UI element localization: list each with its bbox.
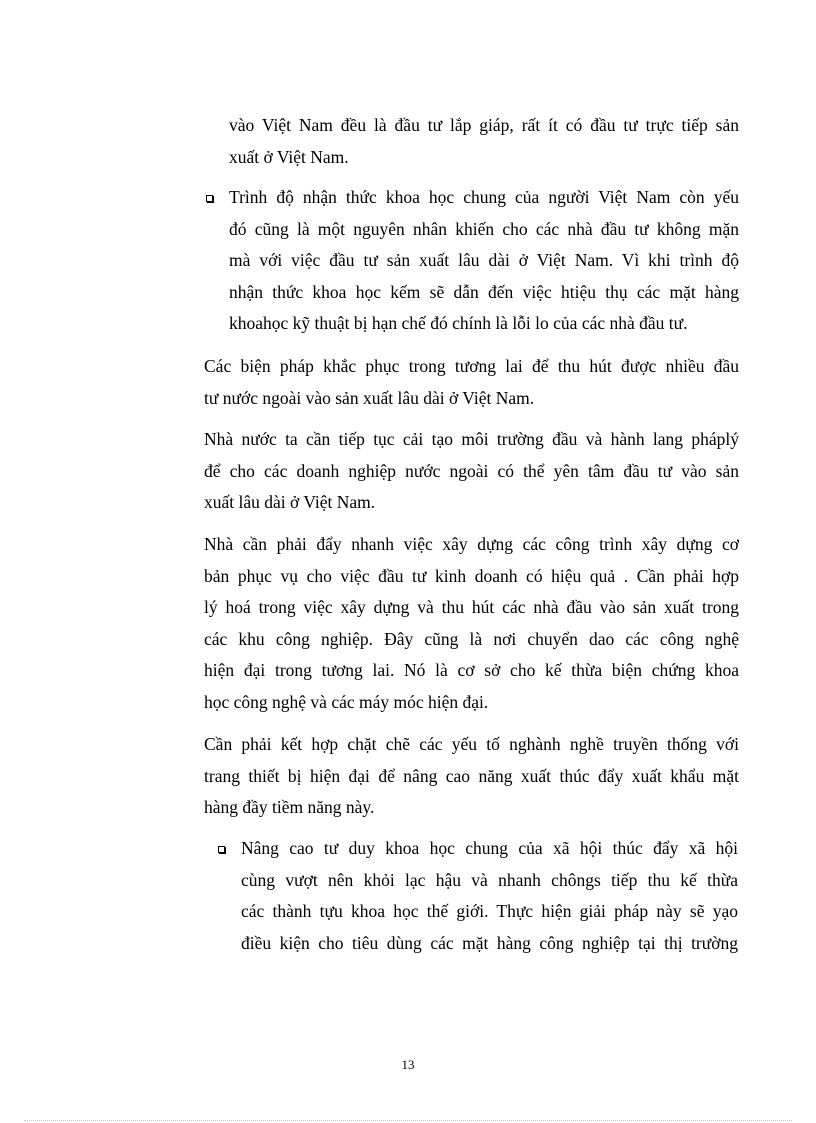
- text-line: Nhà nước ta cần tiếp tục cải tạo môi trường đầu và hành lang pháplý: [204, 429, 739, 449]
- text-line: điều kiện cho tiêu dùng các mặt hàng công nghiệp tại thị trường: [241, 932, 738, 953]
- square-bullet-icon: [206, 195, 213, 202]
- text-line: mà với việc đầu tư sản xuất lâu dài ở Việt Nam. Vì khi trình độ: [229, 250, 739, 270]
- text-line: hàng đầy tiềm năng này.: [204, 797, 375, 817]
- text-line: cùng vượt nên khỏi lạc hậu và nhanh chôngs tiếp thu kế thừa: [241, 869, 738, 890]
- text-line: Cần phải kết hợp chặt chẽ các yếu tố nghành nghề truyền thống với: [204, 734, 739, 754]
- continuation-text: [229, 110, 739, 173]
- text-line: đó cũng là một nguyên nhân khiến cho các nhà đầu tư không mặn: [229, 218, 739, 239]
- text-line: nhận thức khoa học kếm sẽ dẫn đến việc htiệu thụ các mặt hàng: [229, 281, 739, 302]
- text-line: để cho các doanh nghiệp nước ngoài có thể yên tâm đầu tư vào sản: [204, 460, 739, 481]
- text-line: xuất lâu dài ở Việt Nam.: [204, 492, 376, 512]
- text-line: tư nước ngoài vào sản xuất lâu dài ở Việt Nam.: [204, 387, 535, 408]
- text-line: khoahọc kỹ thuật bị hạn chế đó chính là lỗi lo của các nhà đầu tư.: [229, 313, 688, 333]
- text-line: hiện đại trong tương lai. Nó là cơ sở cho kế thừa biện chứng khoa: [204, 660, 739, 680]
- paragraph: [204, 729, 739, 824]
- bullet-item: [241, 833, 738, 959]
- bullet-item: [229, 182, 739, 340]
- text-line: học công nghệ và các máy móc hiện đại.: [204, 691, 489, 712]
- text-line: Các biện pháp khắc phục trong tương lai để thu hút được nhiều đầu: [204, 356, 739, 376]
- text-line: Nhà cần phải đẩy nhanh việc xây dựng các công trình xây dựng cơ: [204, 534, 739, 554]
- text-line: vào Việt Nam đều là đầu tư lắp giáp, rất ít có đầu tư trực tiếp sản: [229, 115, 739, 135]
- text-line: Trình độ nhận thức khoa học chung của người Việt Nam còn yếu: [229, 187, 739, 207]
- page-number: 13: [401, 1057, 415, 1072]
- text-line: trang thiết bị hiện đại để nâng cao năng xuất thúc đẩy xuất khẩu mặt: [204, 765, 739, 786]
- text-line: các khu công nghiệp. Đây cũng là nơi chuyển dao các công nghệ: [204, 628, 739, 649]
- text-line: xuất ở Việt Nam.: [229, 146, 349, 167]
- text-line: Nâng cao tư duy khoa học chung của xã hội thúc đẩy xã hội: [241, 838, 738, 858]
- paragraph: [204, 424, 739, 519]
- text-line: lý hoá trong việc xây dựng và thu hút các nhà đầu vào sản xuất trong: [204, 597, 739, 617]
- paragraph: [204, 351, 739, 414]
- page-bottom-divider: [24, 1120, 792, 1121]
- paragraph: [204, 529, 739, 718]
- text-line: các thành tựu khoa học thế giới. Thực hiện giải pháp này sẽ yạo: [241, 901, 738, 921]
- square-bullet-icon: [218, 846, 225, 853]
- text-line: bản phục vụ cho việc đầu tư kinh doanh có hiệu quả . Cần phải hợp: [204, 565, 739, 586]
